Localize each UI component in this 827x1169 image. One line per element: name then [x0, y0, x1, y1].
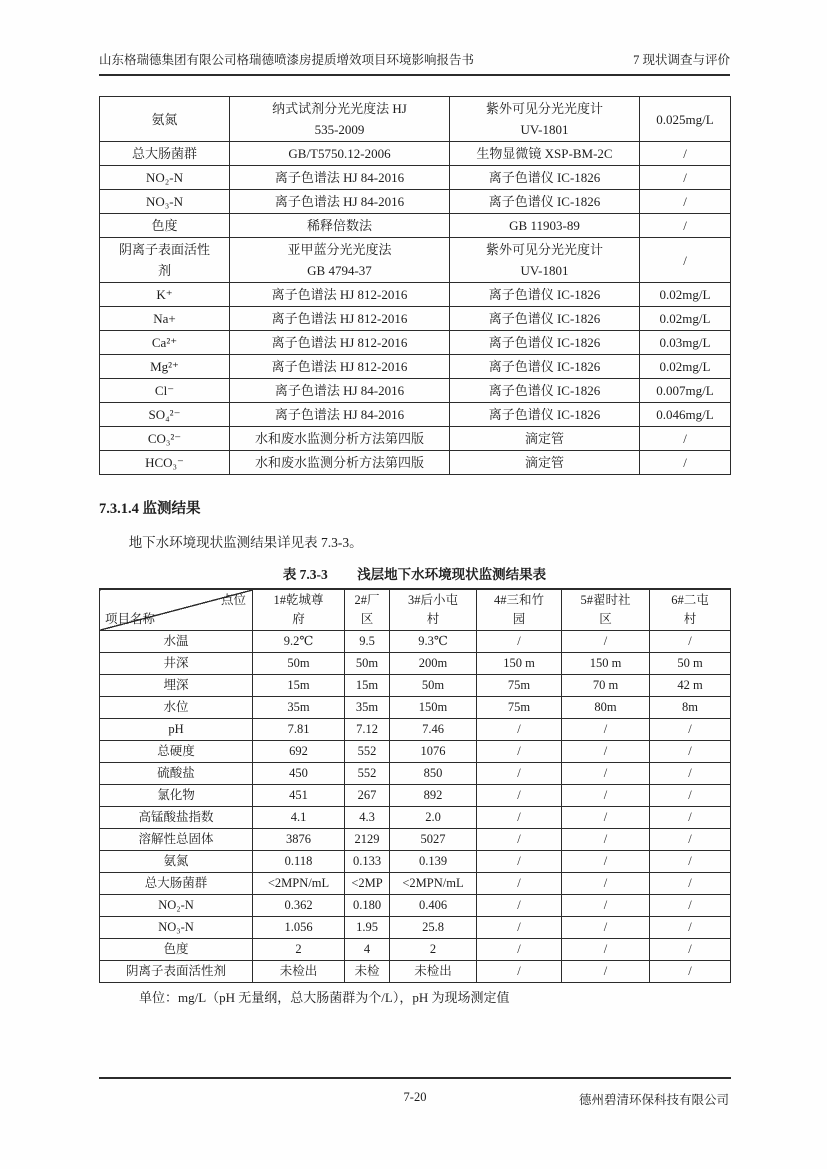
result-table-row — [100, 961, 731, 983]
item-name-cell: NO₃-N — [100, 917, 253, 939]
value-cell: / — [650, 917, 731, 939]
value-cell: / — [562, 917, 650, 939]
instrument-cell: 紫外可见分光光度计 UV-1801 — [450, 97, 640, 142]
value-cell: 0.133 — [345, 851, 390, 873]
value-cell: / — [477, 873, 562, 895]
value-cell: 15m — [253, 675, 345, 697]
value-cell: / — [650, 741, 731, 763]
parameter-cell: CO₃²⁻ — [100, 427, 230, 451]
value-cell: / — [650, 829, 731, 851]
instrument-cell: 滴定管 — [450, 427, 640, 451]
value-cell: 1.95 — [345, 917, 390, 939]
value-cell: <2MP — [345, 873, 390, 895]
value-cell: / — [650, 785, 731, 807]
instrument-cell: 离子色谱仪 IC-1826 — [450, 166, 640, 190]
method-cell: 水和废水监测分析方法第四版 — [230, 451, 450, 475]
value-cell: <2MPN/mL — [253, 873, 345, 895]
method-cell: 水和废水监测分析方法第四版 — [230, 427, 450, 451]
item-name-cell: 溶解性总固体 — [100, 829, 253, 851]
item-name-cell: 阴离子表面活性剂 — [100, 961, 253, 983]
item-name-cell: 水温 — [100, 631, 253, 653]
page-content — [99, 50, 730, 1006]
parameter-cell: NO₃-N — [100, 190, 230, 214]
value-cell: 50m — [253, 653, 345, 675]
result-table-row — [100, 895, 731, 917]
item-name-cell: 高锰酸盐指数 — [100, 807, 253, 829]
footer-company-name: 德州碧清环保科技有限公司 — [578, 1093, 729, 1107]
running-footer — [99, 1077, 731, 1122]
value-cell: 0.180 — [345, 895, 390, 917]
result-table-row — [100, 829, 731, 851]
section-heading: 7.3.1.4 监测结果 — [99, 501, 201, 517]
value-cell: / — [562, 631, 650, 653]
method-cell: 稀释倍数法 — [230, 214, 450, 238]
value-cell: 50m — [345, 653, 390, 675]
value-cell: 7.81 — [253, 719, 345, 741]
method-cell: 离子色谱法 HJ 812-2016 — [230, 283, 450, 307]
method-table-row — [100, 190, 731, 214]
item-name-cell: 氨氮 — [100, 851, 253, 873]
value-cell: / — [562, 961, 650, 983]
site-column-header: 5#翟时社 区 — [562, 589, 650, 631]
value-cell: 35m — [345, 697, 390, 719]
method-table-row — [100, 403, 731, 427]
value-cell: 1.056 — [253, 917, 345, 939]
value-cell: / — [477, 939, 562, 961]
result-table-row — [100, 785, 731, 807]
detection-limit-cell: 0.046mg/L — [640, 403, 731, 427]
method-cell: GB/T5750.12-2006 — [230, 142, 450, 166]
value-cell: 0.118 — [253, 851, 345, 873]
running-header — [99, 50, 730, 76]
parameter-cell: HCO₃⁻ — [100, 451, 230, 475]
value-cell: / — [650, 763, 731, 785]
value-cell: / — [477, 917, 562, 939]
value-cell: / — [562, 873, 650, 895]
detection-limit-cell: 0.007mg/L — [640, 379, 731, 403]
detection-limit-cell: 0.02mg/L — [640, 283, 731, 307]
value-cell: 5027 — [390, 829, 477, 851]
value-cell: / — [477, 763, 562, 785]
value-cell: 1076 — [390, 741, 477, 763]
instrument-cell: 离子色谱仪 IC-1826 — [450, 307, 640, 331]
value-cell: 80m — [562, 697, 650, 719]
value-cell: / — [650, 939, 731, 961]
value-cell: 892 — [390, 785, 477, 807]
result-table-row — [100, 807, 731, 829]
detection-limit-cell: / — [640, 142, 731, 166]
value-cell: 4.1 — [253, 807, 345, 829]
instrument-cell: 离子色谱仪 IC-1826 — [450, 403, 640, 427]
result-table-title-text: 浅层地下水环境现状监测结果表 — [357, 567, 547, 582]
value-cell: 42 m — [650, 675, 731, 697]
value-cell: 267 — [345, 785, 390, 807]
value-cell: / — [477, 961, 562, 983]
value-cell: / — [477, 829, 562, 851]
site-column-header: 1#乾城尊 府 — [253, 589, 345, 631]
value-cell: 4.3 — [345, 807, 390, 829]
method-table-row — [100, 331, 731, 355]
value-cell: 8m — [650, 697, 731, 719]
instrument-cell: 离子色谱仪 IC-1826 — [450, 283, 640, 307]
value-cell: 75m — [477, 697, 562, 719]
method-table-row — [100, 283, 731, 307]
header-chapter-title: 7 现状调查与评价 — [633, 53, 730, 67]
value-cell: / — [562, 807, 650, 829]
parameter-cell: SO₄²⁻ — [100, 403, 230, 427]
footer-page-number: 7-20 — [403, 1090, 427, 1104]
method-cell: 亚甲蓝分光光度法 GB 4794-37 — [230, 238, 450, 283]
parameter-cell: 氨氮 — [100, 97, 230, 142]
item-name-cell: 总硬度 — [100, 741, 253, 763]
value-cell: 4 — [345, 939, 390, 961]
value-cell: 2.0 — [390, 807, 477, 829]
parameter-cell: Mg²⁺ — [100, 355, 230, 379]
method-cell: 纳式试剂分光光度法 HJ 535-2009 — [230, 97, 450, 142]
value-cell: / — [477, 631, 562, 653]
site-column-header: 6#二屯 村 — [650, 589, 731, 631]
value-cell: / — [562, 829, 650, 851]
value-cell: 552 — [345, 763, 390, 785]
instrument-cell: 离子色谱仪 IC-1826 — [450, 379, 640, 403]
parameter-cell: Na+ — [100, 307, 230, 331]
value-cell: 450 — [253, 763, 345, 785]
instrument-cell: 离子色谱仪 IC-1826 — [450, 355, 640, 379]
method-cell: 离子色谱法 HJ 812-2016 — [230, 355, 450, 379]
value-cell: / — [650, 807, 731, 829]
instrument-cell: 离子色谱仪 IC-1826 — [450, 190, 640, 214]
result-table-row — [100, 719, 731, 741]
value-cell: / — [650, 895, 731, 917]
value-cell: 75m — [477, 675, 562, 697]
item-name-cell: pH — [100, 719, 253, 741]
value-cell: 150 m — [562, 653, 650, 675]
result-table-row — [100, 763, 731, 785]
value-cell: 0.362 — [253, 895, 345, 917]
value-cell: / — [562, 939, 650, 961]
detection-limit-cell: / — [640, 451, 731, 475]
detection-limit-cell: / — [640, 166, 731, 190]
value-cell: 0.139 — [390, 851, 477, 873]
value-cell: 未检出 — [390, 961, 477, 983]
value-cell: 7.46 — [390, 719, 477, 741]
corner-label-site: 点位 — [220, 593, 246, 607]
method-cell: 离子色谱法 HJ 812-2016 — [230, 331, 450, 355]
result-table-row — [100, 939, 731, 961]
value-cell: / — [477, 719, 562, 741]
value-cell: 150m — [390, 697, 477, 719]
value-cell: / — [562, 719, 650, 741]
body-paragraph: 地下水环境现状监测结果详见表 7.3-3。 — [128, 535, 363, 550]
item-name-cell: 埋深 — [100, 675, 253, 697]
value-cell: 15m — [345, 675, 390, 697]
result-table-row — [100, 873, 731, 895]
method-table-row — [100, 451, 731, 475]
method-table-row — [100, 427, 731, 451]
monitoring-result-table — [99, 588, 731, 983]
value-cell: 50 m — [650, 653, 731, 675]
method-cell: 离子色谱法 HJ 84-2016 — [230, 379, 450, 403]
value-cell: 0.406 — [390, 895, 477, 917]
value-cell: / — [477, 851, 562, 873]
value-cell: 70 m — [562, 675, 650, 697]
value-cell: 200m — [390, 653, 477, 675]
parameter-cell: 总大肠菌群 — [100, 142, 230, 166]
method-table-row — [100, 166, 731, 190]
value-cell: 2 — [253, 939, 345, 961]
parameter-cell: K⁺ — [100, 283, 230, 307]
value-cell: 25.8 — [390, 917, 477, 939]
item-name-cell: 硫酸盐 — [100, 763, 253, 785]
value-cell: / — [650, 873, 731, 895]
method-table-row — [100, 307, 731, 331]
method-table-row — [100, 379, 731, 403]
detection-limit-cell: 0.02mg/L — [640, 307, 731, 331]
detection-limit-cell: / — [640, 427, 731, 451]
result-table-row — [100, 653, 731, 675]
value-cell: 9.5 — [345, 631, 390, 653]
value-cell: 未检出 — [253, 961, 345, 983]
result-table-header-row — [100, 589, 731, 631]
site-column-header: 3#后小屯 村 — [390, 589, 477, 631]
item-name-cell: 水位 — [100, 697, 253, 719]
instrument-cell: 紫外可见分光光度计 UV-1801 — [450, 238, 640, 283]
value-cell: 2129 — [345, 829, 390, 851]
method-table-row — [100, 97, 731, 142]
instrument-cell: 生物显微镜 XSP-BM-2C — [450, 142, 640, 166]
value-cell: / — [562, 895, 650, 917]
value-cell: / — [477, 807, 562, 829]
value-cell: / — [477, 741, 562, 763]
instrument-cell: GB 11903-89 — [450, 214, 640, 238]
method-table-row — [100, 355, 731, 379]
value-cell: / — [650, 961, 731, 983]
detection-limit-cell: 0.02mg/L — [640, 355, 731, 379]
site-column-header: 4#三和竹 园 — [477, 589, 562, 631]
value-cell: <2MPN/mL — [390, 873, 477, 895]
item-name-cell: 总大肠菌群 — [100, 873, 253, 895]
value-cell: 850 — [390, 763, 477, 785]
item-name-cell: NO₂-N — [100, 895, 253, 917]
item-name-cell: 井深 — [100, 653, 253, 675]
method-table-row — [100, 142, 731, 166]
value-cell: 9.2℃ — [253, 631, 345, 653]
method-cell: 离子色谱法 HJ 812-2016 — [230, 307, 450, 331]
value-cell: / — [650, 631, 731, 653]
analysis-method-table — [99, 96, 731, 475]
result-table-title-label: 表 7.3-3 — [282, 567, 328, 582]
instrument-cell: 滴定管 — [450, 451, 640, 475]
value-cell: / — [477, 785, 562, 807]
detection-limit-cell: 0.03mg/L — [640, 331, 731, 355]
value-cell: 451 — [253, 785, 345, 807]
item-name-cell: 氯化物 — [100, 785, 253, 807]
result-table-row — [100, 675, 731, 697]
value-cell: / — [562, 785, 650, 807]
header-report-title: 山东格瑞德集团有限公司格瑞德喷漆房提质增效项目环境影响报告书 — [99, 53, 475, 67]
method-cell: 离子色谱法 HJ 84-2016 — [230, 166, 450, 190]
detection-limit-cell: / — [640, 214, 731, 238]
value-cell: / — [562, 851, 650, 873]
value-cell: 3876 — [253, 829, 345, 851]
parameter-cell: Cl⁻ — [100, 379, 230, 403]
value-cell: / — [562, 741, 650, 763]
result-table-row — [100, 741, 731, 763]
value-cell: 未检 — [345, 961, 390, 983]
parameter-cell: 色度 — [100, 214, 230, 238]
method-table-row — [100, 238, 731, 283]
diagonal-corner-cell — [100, 589, 253, 631]
value-cell: 9.3℃ — [390, 631, 477, 653]
value-cell: 35m — [253, 697, 345, 719]
value-cell: 7.12 — [345, 719, 390, 741]
result-table-row — [100, 631, 731, 653]
detection-limit-cell: / — [640, 238, 731, 283]
result-table-row — [100, 851, 731, 873]
instrument-cell: 离子色谱仪 IC-1826 — [450, 331, 640, 355]
table-unit-note: 单位：mg/L（pH 无量纲，总大肠菌群为个/L），pH 为现场测定值 — [139, 990, 510, 1005]
parameter-cell: Ca²⁺ — [100, 331, 230, 355]
detection-limit-cell: / — [640, 190, 731, 214]
value-cell: / — [650, 719, 731, 741]
value-cell: 2 — [390, 939, 477, 961]
site-column-header: 2#厂 区 — [345, 589, 390, 631]
result-table-body — [100, 631, 731, 983]
parameter-cell: 阴离子表面活性 剂 — [100, 238, 230, 283]
value-cell: 692 — [253, 741, 345, 763]
value-cell: 150 m — [477, 653, 562, 675]
value-cell: / — [477, 895, 562, 917]
value-cell: 50m — [390, 675, 477, 697]
method-cell: 离子色谱法 HJ 84-2016 — [230, 403, 450, 427]
value-cell: 552 — [345, 741, 390, 763]
method-cell: 离子色谱法 HJ 84-2016 — [230, 190, 450, 214]
method-table-row — [100, 214, 731, 238]
result-table-row — [100, 917, 731, 939]
item-name-cell: 色度 — [100, 939, 253, 961]
value-cell: / — [650, 851, 731, 873]
parameter-cell: NO₂-N — [100, 166, 230, 190]
detection-limit-cell: 0.025mg/L — [640, 97, 731, 142]
result-table-row — [100, 697, 731, 719]
value-cell: / — [562, 763, 650, 785]
corner-label-item: 项目名称 — [105, 612, 156, 626]
result-table-title — [99, 563, 730, 583]
method-table-body — [100, 97, 731, 475]
